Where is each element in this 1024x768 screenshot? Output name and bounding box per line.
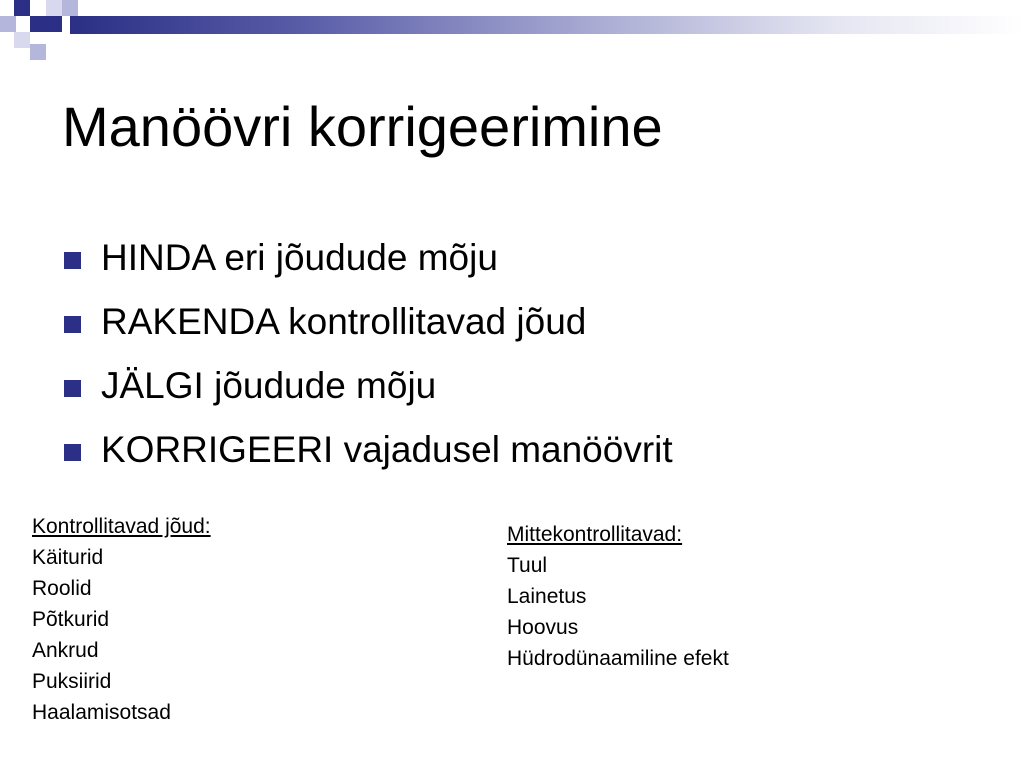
list-item: Tuul [507,554,548,577]
square-bullet-icon [64,444,81,461]
square-bullet-icon [64,252,81,269]
bullet-item [62,425,673,489]
decorative-square [30,16,46,32]
list-item: Põtkurid [32,608,110,631]
bullet-text: JÄLGI jõudude mõju [101,365,437,406]
controllable-forces-heading: Kontrollitavad jõud: [32,515,211,538]
decorative-square [30,44,46,60]
decorative-square [62,0,78,16]
bullet-item [62,233,673,297]
bullet-list [62,233,673,489]
list-item: Puksiirid [32,670,112,693]
uncontrollable-forces-heading: Mittekontrollitavad: [507,523,683,546]
uncontrollable-forces-list [507,519,729,674]
controllable-forces-list [32,511,211,728]
decorative-square [14,0,30,16]
list-item: Käiturid [32,546,104,569]
list-item: Haalamisotsad [32,701,171,724]
decorative-square [46,16,62,32]
decorative-square [14,32,30,48]
slide-title: Manöövri korrigeerimine [62,95,663,158]
square-bullet-icon [64,380,81,397]
list-item: Roolid [32,577,92,600]
decorative-square [46,0,62,16]
bullet-text: HINDA eri jõudude mõju [101,237,498,278]
bullet-item [62,297,673,361]
list-item: Hoovus [507,616,579,639]
square-bullet-icon [64,316,81,333]
bullet-text: RAKENDA kontrollitavad jõud [101,301,587,342]
bullet-text: KORRIGEERI vajadusel manöövrit [101,429,673,470]
list-item: Lainetus [507,585,587,608]
bullet-item [62,361,673,425]
decorative-square [0,16,16,32]
list-item: Ankrud [32,639,99,662]
header-gradient-band [70,16,1024,34]
list-item: Hüdrodünaamiline efekt [507,647,729,670]
